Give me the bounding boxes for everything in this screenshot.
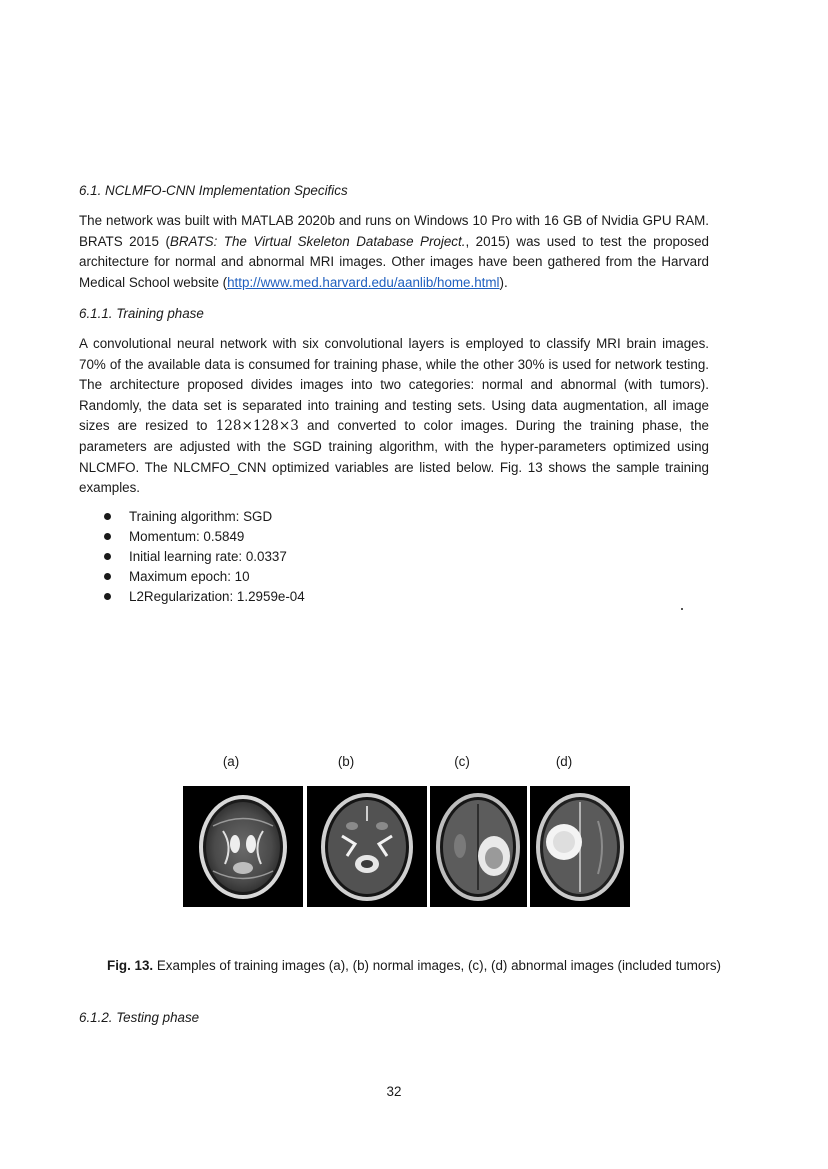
list-item-text: Maximum epoch: 10 [129, 569, 250, 585]
mri-image-a [183, 786, 303, 907]
bullet-icon [104, 593, 111, 600]
brain-scan-icon [183, 786, 303, 907]
section-heading: 6.1. NCLMFO-CNN Implementation Specifics [79, 183, 348, 198]
list-item [100, 567, 305, 587]
mri-image-b [307, 786, 427, 907]
harvard-link[interactable]: http://www.med.harvard.edu/aanlib/home.html [227, 274, 500, 290]
bullet-icon [104, 573, 111, 580]
brain-scan-icon [430, 786, 527, 907]
list-item-text: Training algorithm: SGD [129, 509, 273, 524]
mri-image-c [430, 786, 527, 907]
bullet-icon [104, 533, 111, 540]
panel-label-a: (a) [222, 754, 240, 769]
caption-text: Examples of training images (a), (b) normal images, (c), (d) abnormal images (included tumors) [153, 958, 721, 973]
implementation-paragraph [79, 211, 709, 293]
panel-label-c: (c) [454, 754, 470, 769]
brain-scan-icon [307, 786, 427, 907]
figure-caption [79, 956, 749, 977]
brain-scan-icon [530, 786, 630, 907]
list-item [100, 527, 305, 547]
paragraph-text: A convolutional neural network with six convolutional layers is employed to classify MRI brain images. 70% of the available data is consumed for training phase, while the other 30% is used for network testing. The architecture proposed divides images into two categories: normal and abnormal (with tumors). Randomly, the data set is separated into training and testing sets. Using data augmentation, all image sizes are resized to [79, 336, 709, 434]
stray-mark [681, 608, 683, 610]
panel-label-b: (b) [337, 754, 355, 769]
bullet-icon [104, 513, 111, 520]
list-item-text: Momentum: 0.5849 [129, 529, 245, 545]
panel-label-d: (d) [555, 754, 573, 769]
bullet-icon [104, 553, 111, 560]
list-item [100, 547, 305, 567]
paragraph-text: The network was built with MATLAB 2020b and runs on Windows 10 Pro with 16 GB of Nvidia GPU RAM. BRATS 2015 ( [79, 213, 709, 249]
paragraph-text: ). [499, 274, 508, 290]
training-paragraph [79, 334, 709, 499]
page-number: 32 [386, 1084, 402, 1099]
testing-heading: 6.1.2. Testing phase [79, 1010, 200, 1025]
caption-label: Fig. 13. [107, 958, 154, 973]
training-heading: 6.1.1. Training phase [79, 306, 204, 321]
citation: BRATS: The Virtual Skeleton Database Project. [169, 233, 466, 249]
mri-image-d [530, 786, 630, 907]
list-item [100, 507, 305, 527]
list-item-text: Initial learning rate: 0.0337 [129, 549, 287, 565]
list-item [100, 587, 305, 607]
paragraph-text: and converted to color images. During the training phase, the parameters are adjusted with the SGD training algorithm, with the hyper-parameters optimized using NLCMFO. The NLCMFO_CNN optimized variables are listed below. Fig. 13 shows the sample training examples. [79, 418, 709, 496]
image-size-math: 128×128×3 [215, 418, 299, 435]
list-item-text: L2Regularization: 1.2959e-04 [129, 589, 305, 605]
hyperparameter-list [100, 507, 305, 607]
paragraph-text: , 2015) was used to test the proposed architecture for normal and abnormal MRI images. Other images have been gathered from the Harvard Medical School website ( [79, 233, 709, 290]
